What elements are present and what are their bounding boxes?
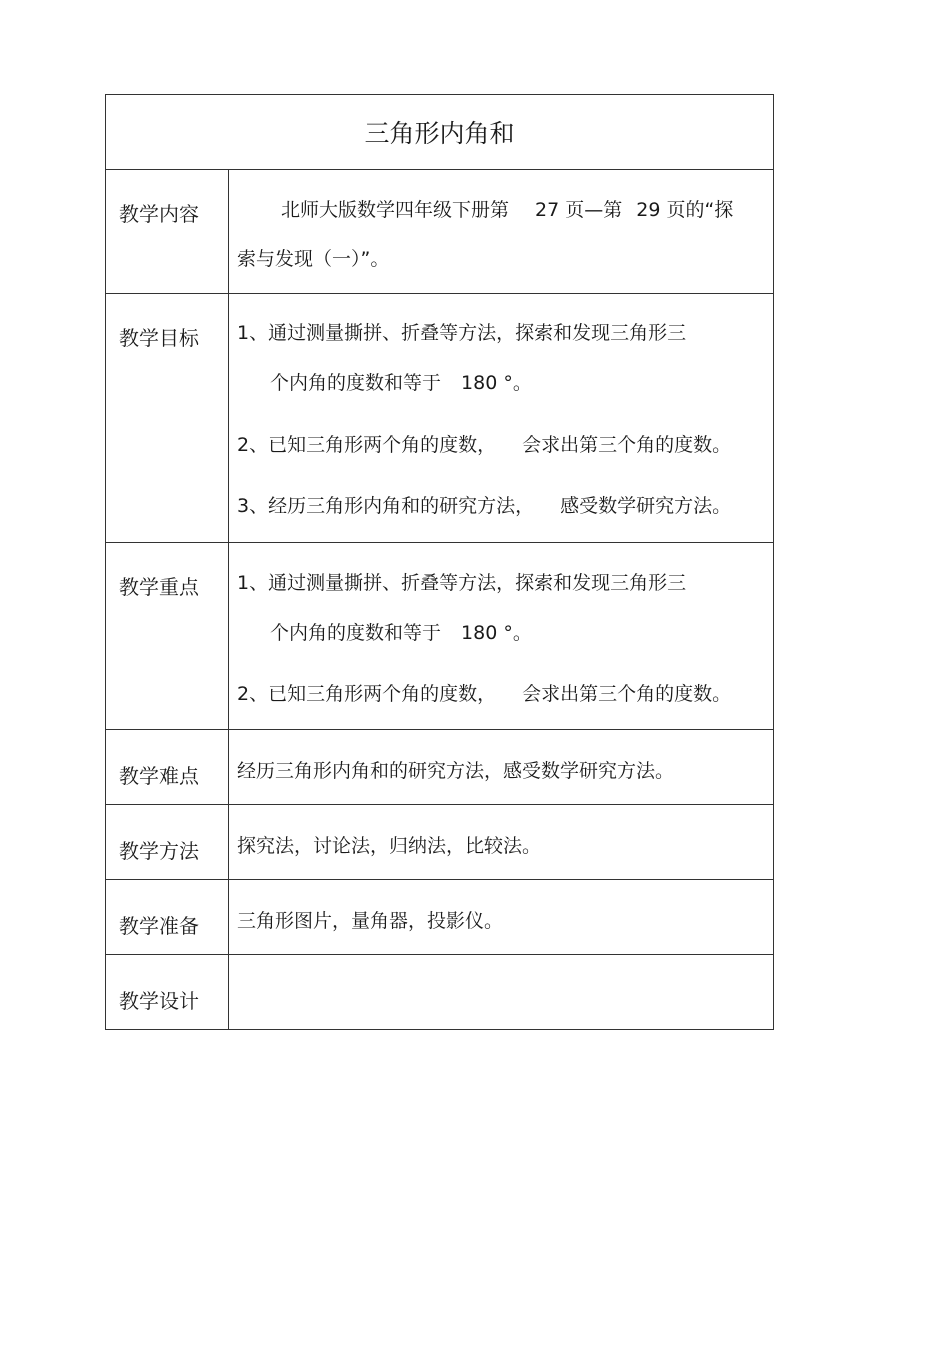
text-segment: 180 °。 xyxy=(461,622,532,644)
text-segment: 2、已知三角形两个角的度数， xyxy=(237,434,497,456)
lesson-plan-table xyxy=(105,94,774,1030)
row-teaching-goals xyxy=(106,294,774,543)
label-teaching-keys: 教学重点 xyxy=(106,543,229,730)
teaching-design-cell xyxy=(229,955,774,1030)
text-segment: 会求出第三个角的度数。 xyxy=(522,683,732,705)
teaching-methods-cell xyxy=(229,805,774,880)
goal-1-line-1: 1、通过测量撕拼、折叠等方法，探索和发现三角形三 xyxy=(237,322,687,344)
key-2 xyxy=(237,682,767,706)
title-row xyxy=(106,95,774,170)
teaching-content-line-1 xyxy=(237,198,767,222)
teaching-difficulty-cell xyxy=(229,730,774,805)
text-segment: 北师大版数学四年级下册第 xyxy=(281,199,510,221)
label-teaching-design: 教学设计 xyxy=(106,955,229,1030)
row-teaching-difficulty xyxy=(106,730,774,805)
key-1-line-1: 1、通过测量撕拼、折叠等方法，探索和发现三角形三 xyxy=(237,572,687,594)
text-segment: 27 页—第 xyxy=(535,199,623,221)
document-title: 三角形内角和 xyxy=(106,95,774,170)
text-segment: 会求出第三个角的度数。 xyxy=(522,434,732,456)
goal-1-line-2 xyxy=(237,371,767,395)
row-teaching-content xyxy=(106,170,774,294)
label-teaching-content: 教学内容 xyxy=(106,170,229,294)
teaching-methods-text: 探究法，讨论法，归纳法，比较法。 xyxy=(237,835,542,857)
teaching-keys-cell xyxy=(229,543,774,730)
text-segment: 2、已知三角形两个角的度数， xyxy=(237,683,497,705)
row-teaching-keys xyxy=(106,543,774,730)
text-segment: 29 页的“探 xyxy=(636,199,734,221)
text-segment: 180 °。 xyxy=(461,372,532,394)
label-teaching-preparation: 教学准备 xyxy=(106,880,229,955)
text-segment: 3、经历三角形内角和的研究方法， xyxy=(237,495,535,517)
text-segment: 个内角的度数和等于 xyxy=(270,622,442,644)
row-teaching-methods xyxy=(106,805,774,880)
text-segment: 感受数学研究方法。 xyxy=(560,495,732,517)
row-teaching-design xyxy=(106,955,774,1030)
text-segment: 个内角的度数和等于 xyxy=(270,372,442,394)
teaching-preparation-text: 三角形图片，量角器，投影仪。 xyxy=(237,910,504,932)
teaching-difficulty-text: 经历三角形内角和的研究方法，感受数学研究方法。 xyxy=(237,760,675,782)
label-teaching-goals: 教学目标 xyxy=(106,294,229,543)
label-teaching-difficulty: 教学难点 xyxy=(106,730,229,805)
label-teaching-methods: 教学方法 xyxy=(106,805,229,880)
teaching-content-cell xyxy=(229,170,774,294)
goal-3 xyxy=(237,494,767,518)
goal-2 xyxy=(237,433,767,457)
key-1-line-2 xyxy=(237,621,767,645)
teaching-goals-cell xyxy=(229,294,774,543)
teaching-content-line-2: 索与发现（一）”。 xyxy=(237,248,390,270)
teaching-preparation-cell xyxy=(229,880,774,955)
row-teaching-preparation xyxy=(106,880,774,955)
